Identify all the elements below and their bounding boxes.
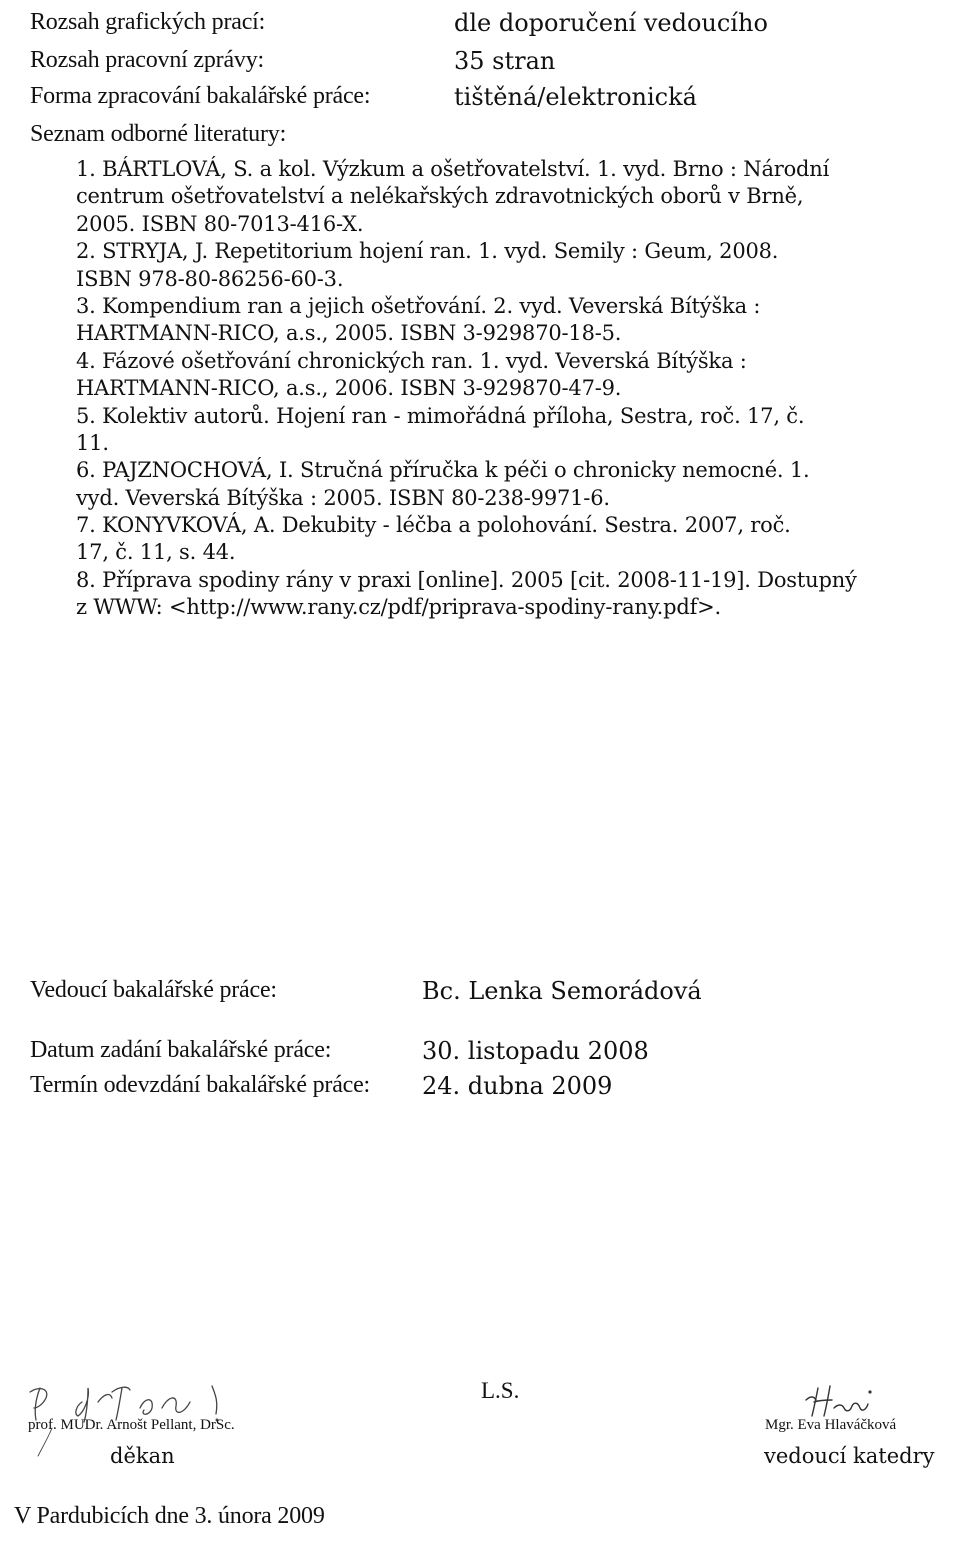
thesis-form-label: Forma zpracování bakalářské práce:: [30, 83, 371, 109]
supervisor-value: Bc. Lenka Semorádová: [422, 977, 702, 1005]
reference-line: 3. Kompendium ran a jejich ošetřování. 2. vyd. Veverská Bítýška :: [76, 293, 761, 318]
reference-line: HARTMANN-RICO, a.s., 2006. ISBN 3-929870-47-9.: [76, 376, 622, 401]
dean-role: děkan: [110, 1444, 175, 1468]
reference-line: 6. PAJZNOCHOVÁ, I. Stručná příručka k péči o chronicky nemocné. 1.: [76, 458, 810, 483]
reference-line: 7. KONYVKOVÁ, A. Dekubity - léčba a polohování. Sestra. 2007, roč.: [76, 513, 791, 538]
reference-line: 2005. ISBN 80-7013-416-X.: [76, 211, 364, 236]
reference-line: centrum ošetřovatelství a nelékařských zdravotnických oborů v Brně,: [76, 184, 804, 209]
reference-line: 5. Kolektiv autorů. Hojení ran - mimořádná příloha, Sestra, roč. 17, č.: [76, 403, 805, 428]
assignment-date-label: Datum zadání bakalářské práce:: [30, 1037, 332, 1063]
dean-name: prof. MUDr. Arnošt Pellant, DrSc.: [28, 1417, 235, 1433]
report-scope-value: 35 stran: [454, 47, 556, 75]
reference-line: 2. STRYJA, J. Repetitorium hojení ran. 1. vyd. Semily : Geum, 2008.: [76, 239, 779, 264]
supervisor-label: Vedoucí bakalářské práce:: [30, 977, 277, 1003]
reference-line: ISBN 978-80-86256-60-3.: [76, 266, 344, 291]
thesis-form-value: tištěná/elektronická: [454, 83, 697, 111]
reference-line: vyd. Veverská Bítýška : 2005. ISBN 80-238-9971-6.: [76, 485, 610, 510]
assignment-date-value: 30. listopadu 2008: [422, 1037, 649, 1065]
submission-date-label: Termín odevzdání bakalářské práce:: [30, 1072, 371, 1098]
report-scope-label: Rozsah pracovní zprávy:: [30, 47, 264, 73]
reference-line: 4. Fázové ošetřování chronických ran. 1. vyd. Veverská Bítýška :: [76, 348, 747, 373]
place-date: V Pardubicích dne 3. února 2009: [14, 1503, 325, 1529]
literature-list: [76, 156, 960, 622]
head-name: Mgr. Eva Hlaváčková: [765, 1417, 897, 1433]
reference-line: z WWW: <http://www.rany.cz/pdf/priprava-spodiny-rany.pdf>.: [76, 595, 722, 620]
literature-label: Seznam odborné literatury:: [30, 121, 287, 147]
head-role: vedoucí katedry: [764, 1444, 935, 1468]
reference-line: 11.: [76, 430, 109, 455]
graphics-scope-label: Rozsah grafických prací:: [30, 9, 266, 35]
graphics-scope-value: dle doporučení vedoucího: [454, 9, 768, 37]
submission-date-value: 24. dubna 2009: [422, 1072, 613, 1100]
reference-line: 17, č. 11, s. 44.: [76, 540, 236, 565]
seal-mark: L.S.: [481, 1378, 520, 1403]
reference-line: HARTMANN-RICO, a.s., 2005. ISBN 3-929870-18-5.: [76, 321, 622, 346]
reference-line: 8. Příprava spodiny rány v praxi [online]. 2005 [cit. 2008-11-19]. Dostupný: [76, 567, 857, 592]
reference-line: 1. BÁRTLOVÁ, S. a kol. Výzkum a ošetřovatelství. 1. vyd. Brno : Národní: [76, 157, 830, 181]
